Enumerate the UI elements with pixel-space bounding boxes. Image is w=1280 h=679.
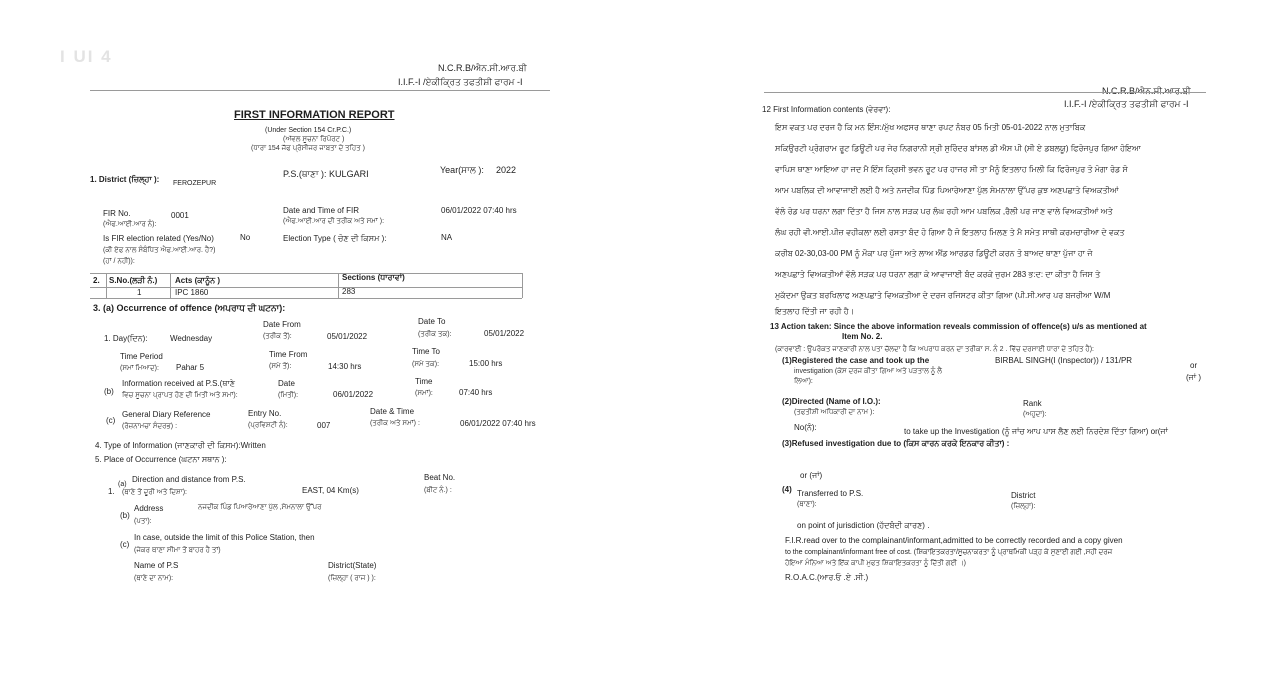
- fir-datetime-label: Date and Time of FIR: [283, 206, 360, 215]
- acts-row-sno: 1: [137, 288, 142, 297]
- direction-a: (a): [118, 481, 127, 488]
- address-b: (b): [120, 511, 130, 520]
- direction-sub: (ਥਾਣੇ ਤੋਂ ਦੂਰੀ ਅਤੇ ਦਿਸ਼ਾ):: [122, 489, 187, 496]
- transferred-district-sub: (ਜ਼ਿਲ੍ਹਾ):: [1011, 503, 1036, 510]
- election-type-value: NA: [441, 233, 453, 242]
- info-time-label: Time: [415, 377, 433, 386]
- year-label: Year(ਸਾਲ ):: [440, 165, 484, 175]
- contents-line: ਵੱਲੋ ਰੋਡ ਪਰ ਧਰਨਾ ਲਗਾ ਦਿੱਤਾ ਹੈ ਜਿਸ ਨਾਲ ਸੜਕ ਪਰ ਲੰਘ ਰਹੀ ਆਮ ਪਬਲਿਕ ,ਰੈਲੀ ਪਰ ਜਾਣ ਵਾਲੇ ਵਿਅਕਤੀਆਂ ਅਤੇ: [775, 207, 1113, 216]
- gd-sub: (ਰੋਜ਼ਨਾਮਚਾ ਸੰਦਰਭ) :: [122, 423, 178, 430]
- date-from-value: 05/01/2022: [327, 332, 368, 341]
- roac-label: R.O.A.C.(ਆਰ.ਓ .ਏ .ਸੀ.): [785, 573, 869, 582]
- time-from-label: Time From: [269, 350, 308, 359]
- time-period-sub: (ਸਮਾਂ ਮਿਆਦ):: [120, 365, 159, 372]
- transferred-district-label: District: [1011, 491, 1036, 500]
- no-label: No(ਨੰ):: [794, 423, 817, 432]
- info-date-sub: (ਮਿਤੀ):: [278, 392, 299, 399]
- year-value: 2022: [496, 165, 517, 175]
- contents-line: ਇਸ ਵਕਤ ਪਰ ਦਰਜ ਹੈ ਕਿ ਮਨ ਇੰਸ:/ਮੁੱਖ ਅਫਸਰ ਥਾਣਾ ਰਪਟ ਨੰਬਰ 05 ਮਿਤੀ 05-01-2022 ਨਾਲ ਮੁਤਾਬਿਕ: [775, 123, 1086, 132]
- gd-datetime-value: 06/01/2022 07:40 hrs: [460, 419, 536, 428]
- faded-page-mark: I UI 4: [60, 47, 113, 66]
- beat-no-label: Beat No.: [424, 473, 456, 482]
- transferred-sub: (ਥਾਣਾ):: [797, 501, 817, 508]
- ncrb-header-right: N.C.R.B/ਐਨ.ਸੀ.ਆਰ.ਬੀ: [1102, 86, 1191, 96]
- iif-form-header-right: I.I.F.-I /ਏਕੀਕ੍ਰਿਤ ਤਫਤੀਸ਼ੀ ਫਾਰਮ -I: [1064, 99, 1189, 109]
- fir-read-line-3: ਹੋਇਆ ਮੰਨਿਆ ਅਤੇ ਇੱਕ ਕਾਪੀ ਮੁਫਤ ਸ਼ਿਕਾਇਤਕਰਤਾ ਨੂੰ ਦਿੱਤੀ ਗਈ ।): [785, 560, 967, 567]
- fir-read-line-2: to the complainant/informant free of cost. (ਸ਼ਿਕਾਇਤਕਰਤਾ/ਸੂਚਨਾਕਰਤਾ ਨੂੰ ਪ੍ਰਾਥਮਿਕੀ ਪੜ੍ਹ ਕੇ ਸੁਣਾਈ ਗਈ ,ਸਹੀ ਦਰਜ: [785, 549, 1113, 556]
- type-of-information: 4. Type of Information (ਜਾਣਕਾਰੀ ਦੀ ਕਿਸਮ):Written: [95, 441, 266, 450]
- fir-read-line-1: F.I.R.read over to the complainant/informant,admitted to be correctly recorded and a copy given: [785, 536, 1123, 545]
- contents-line: ਕਰੀਬ 02-30,03-00 PM ਨੂੰ ਮੌਕਾ ਪਰ ਪੁੱਜਾ ਅਤੇ ਲਾਅ ਐਂਡ ਆਰਡਰ ਡਿਊਟੀ ਕਰਨ ਤੋ ਬਾਅਦ ਥਾਣਾ ਪੁੱਜਾ ਹਾ ਜੋ: [775, 249, 1093, 258]
- gd-entry-value: 007: [317, 421, 331, 430]
- action-taken-label: 13 Action taken: Since the above information reveals commission of offence(s) u/s as mentioned at: [770, 322, 1147, 331]
- fir-no-value: 0001: [171, 211, 189, 220]
- action-taken-label-2: Item No. 2.: [842, 332, 883, 341]
- occurrence-label: 3. (a) Occurrence of offence (ਅਪਰਾਧ ਦੀ ਘਟਨਾ):: [93, 303, 286, 313]
- registered-label: (1)Registered the case and took up the: [782, 356, 930, 365]
- time-to-label: Time To: [412, 347, 441, 356]
- fir-datetime-value: 06/01/2022 07:40 hrs: [441, 206, 517, 215]
- iif-form-header: I.I.F.-I /ਏਕੀਕ੍ਰਿਤ ਤਫਤੀਸ਼ੀ ਫਾਰਮ -I: [398, 77, 523, 87]
- date-to-sub: (ਤਰੀਕ ਤਕ):: [418, 331, 452, 338]
- time-from-value: 14:30 hrs: [328, 362, 362, 371]
- registered-or-punjabi: (ਜਾਂ ): [1186, 373, 1202, 382]
- outside-limit-sub: (ਜੇਕਰ ਥਾਣਾ ਸੀਮਾ ਤੋਂ ਬਾਹਰ ਹੈ ਤਾਂ): [134, 547, 221, 554]
- gd-entry-label: Entry No.: [248, 409, 282, 418]
- contents-line: ਵਾਪਿਸ ਥਾਣਾ ਆਇਆ ਹਾ ਜਦ ਮੈ ਇੰਸ ਕ੍ਰਿਸੀ ਭਵਨ ਰੂਟ ਪਰ ਹਾਜਰ ਸੀ ਤਾ ਮੈਨੂੰ ਇਤਲਾਹ ਮਿਲੀ ਕਿ ਫਿਰੋਜਪੁਰ ਤੋ ਮੋਗਾ ਰੋਡ ਸੋ: [775, 165, 1128, 174]
- acts-header-sno: S.No.(ਲੜੀ ਨੰ.): [109, 276, 158, 285]
- election-type-label: Election Type ( ਚੋਣ ਦੀ ਕਿਸਮ ):: [283, 234, 387, 243]
- ps-name-sub: (ਥਾਣੇ ਦਾ ਨਾਮ):: [134, 575, 174, 582]
- contents-line: ਅਣਪਛਾਤੇ ਵਿਅਕਤੀਆਂ ਵੱਲੋ ਸੜਕ ਪਰ ਧਰਨਾ ਲਗਾ ਕੇ ਆਵਾਜਾਈ ਬੰਦ ਕਰਕੇ ਜੁਰਮ 283 ਭ:ਦ: ਦਾ ਕੀਤਾ ਹੈ ਜਿਸ ਤੇ: [775, 270, 1101, 279]
- date-from-sub: (ਤਰੀਕ ਤੋਂ):: [263, 333, 292, 340]
- contents-line: ਇਤਲਾਹ ਦਿੱਤੀ ਜਾ ਰਹੀ ਹੈ।: [775, 307, 855, 316]
- header-rule: [90, 90, 550, 91]
- district-state-sub: (ਜ਼ਿਲ੍ਹਾ ( ਰਾਜ ) ):: [328, 575, 376, 582]
- fir-no-label: FIR No.: [103, 209, 131, 218]
- gd-datetime-label: Date & Time: [370, 407, 415, 416]
- direction-label: Direction and distance from P.S.: [132, 475, 246, 484]
- outside-limit-c: (c): [120, 540, 130, 549]
- registered-or: or: [1190, 361, 1198, 370]
- acts-row-act: IPC 1860: [175, 288, 209, 297]
- report-subtitle: (Under Section 154 Cr.P.C.): [265, 127, 352, 134]
- time-to-value: 15:00 hrs: [469, 359, 503, 368]
- day-label: 1. Day(ਦਿਨ):: [104, 334, 148, 343]
- take-up-investigation: to take up the Investigation (ਨੂੰ ਜਾਂਚ ਆਪ ਪਾਸ ਲੈਣ ਲਈ ਨਿਰਦੇਸ਼ ਦਿੱਤਾ ਗਿਆ) or(ਜਾਂ: [904, 427, 1168, 436]
- info-time-sub: (ਸਮਾਂ):: [415, 390, 433, 397]
- registered-officer: BIRBAL SINGH(I (Inspector)) / 131/PR: [995, 356, 1133, 365]
- ps-name-label: Name of P.S: [134, 561, 179, 570]
- jurisdiction-note: on point of jurisdiction (ਹੱਦਬੰਦੀ ਕਾਰਣ) .: [797, 521, 930, 530]
- fir-page-right: [640, 0, 1280, 679]
- police-station-label: P.S.(ਥਾਣਾ ): KULGARI: [283, 169, 369, 179]
- refused-label: (3)Refused investigation due to (ਕਿਸ ਕਾਰਨ ਕਰਕੇ ਇਨਕਾਰ ਕੀਤਾ) :: [782, 439, 1010, 448]
- time-from-sub: (ਸਮੇ ਤੋਂ):: [269, 363, 292, 370]
- info-received-label: Information received at P.S.(ਥਾਣੇ: [122, 379, 235, 388]
- contents-label: 12 First Information contents (ਵੇਰਵਾ):: [762, 105, 891, 114]
- rank-sub: (ਅਹੁਦਾ):: [1023, 411, 1047, 418]
- contents-line: ਆਮ ਪਬਲਿਕ ਦੀ ਆਵਾਜਾਈ ਲਈ ਹੈ ਅਤੇ ਨਜਦੀਕ ਪਿੰਡ ਪਿਆਰੇਆਣਾ ਪੁੱਲ ਸੇਮਨਾਲਾ ਉੱਪਰ ਕੁਝ ਅਣਪਛਾਤੇ ਵਿਅਕਤੀਆਂ: [775, 186, 1119, 195]
- acts-row-section: 283: [342, 287, 356, 296]
- acts-header-sections: Sections (ਧਾਰਾਵਾਂ): [342, 273, 405, 282]
- date-to-label: Date To: [418, 317, 446, 326]
- election-related-sub2: (ਹਾਂ / ਨਹੀਂ)):: [103, 258, 135, 265]
- time-period-label: Time Period: [120, 352, 163, 361]
- info-time-value: 07:40 hrs: [459, 388, 493, 397]
- fir-datetime-sub: (ਐਫ.ਆਈ.ਆਰ ਦੀ ਤਰੀਕ ਅਤੇ ਸਮਾਂ ):: [283, 218, 385, 225]
- gd-c: (c): [106, 416, 116, 425]
- district-state-label: District(State): [328, 561, 377, 570]
- address-label: Address: [134, 504, 164, 513]
- gd-datetime-sub: (ਤਰੀਕ ਅਤੇ ਸਮਾਂ) :: [370, 420, 420, 427]
- day-value: Wednesday: [170, 334, 213, 343]
- date-to-value: 05/01/2022: [484, 329, 525, 338]
- report-subtitle-punjabi-section: (ਧਾਰਾ 154 ਜੱਫ ਪ੍ਰੋਸੀਜਰ ਜਾਬਤਾ ਦੇ ਤਹਿਤ ): [251, 145, 365, 152]
- registered-label-3: ਲਿਆ):: [794, 378, 813, 385]
- election-related-value: No: [240, 233, 251, 242]
- time-to-sub: (ਸਮੇ ਤਕ):: [412, 361, 440, 368]
- acts-header-num: 2.: [93, 276, 100, 285]
- directed-sub: (ਤਫਤੀਸ਼ੀ ਅਧਿਕਾਰੀ ਦਾ ਨਾਮ ):: [794, 409, 875, 416]
- direction-value: EAST, 04 Km(s): [302, 486, 359, 495]
- rank-label: Rank: [1023, 399, 1042, 408]
- date-from-label: Date From: [263, 320, 301, 329]
- info-received-sub: ਵਿਚ ਸੂਚਨਾ ਪ੍ਰਾਪਤ ਹੋਣ ਦੀ ਮਿਤੀ ਅਤੇ ਸਮਾਂ):: [122, 392, 238, 399]
- district-label: 1. District (ਜ਼ਿਲ੍ਹਾ ):: [90, 175, 160, 184]
- place-of-occurrence-label: 5. Place of Occurrence (ਘਟਨਾ ਸਥਾਨ ):: [95, 455, 227, 464]
- address-value: ਨਜਦੀਕ ਪਿੰਡ ਪਿਆਰੇਆਣਾ ਪੁੱਲ ,ਸੇਮਨਾਲਾ ਉੱਪਰ: [198, 504, 322, 511]
- gd-label: General Diary Reference: [122, 410, 211, 419]
- fir-no-sub: (ਐਫ.ਆਈ.ਆਰ ਨੰ):: [103, 221, 157, 228]
- district-value: FEROZEPUR: [173, 180, 217, 187]
- contents-line: ਸਕਿਉਰਟੀ ਪ੍ਰੋਗਰਾਮ ਰੂਟ ਡਿਊਟੀ ਪਰ ਜੇਰ ਨਿਗਰਾਨੀ ਸ੍ਰੀ ਸੁਰਿੰਦਰ ਬਾਂਸਲ ਡੀ ਐਸ ਪੀ (ਸੀ ਏ ਡਬਲਯੂ) ਫਿਰੋਜਪੁਰ ਗਿਆ ਹੋਇਆ: [775, 144, 1141, 153]
- gd-entry-sub: (ਪ੍ਰਵਿਸ਼ਟੀ ਨੰ):: [248, 422, 288, 429]
- transferred-num: (4): [782, 485, 792, 494]
- report-subtitle-punjabi: (ਅੱਵਲ ਸੂਚਨਾ ਰਿਪੋਰਟ ): [283, 136, 345, 143]
- acts-header-acts: Acts (ਕਾਨੂੰਨ ): [175, 276, 221, 285]
- time-period-value: Pahar 5: [176, 363, 205, 372]
- or-label: or (ਜਾਂ): [800, 471, 823, 480]
- info-date-value: 06/01/2022: [333, 390, 374, 399]
- ncrb-header: N.C.R.B/ਐਨ.ਸੀ.ਆਰ.ਬੀ: [438, 63, 527, 73]
- contents-line: ਲੰਘ ਰਹੀ ਵੀ.ਆਈ.ਪੀਜ਼ ਵਹੀਕਲਾ ਲਈ ਰਸਤਾ ਬੰਦ ਹੋ ਗਿਆ ਹੈ ਜੋ ਇਤਲਾਹ ਮਿਲਣ ਤੇ ਮੈ ਸਮੇਤ ਸਾਥੀ ਕਰਮਚਾਰੀਆ ਦੇ ਵਕਤ: [775, 228, 1125, 237]
- election-related-sub: (ਕੀ ਏਫ ਨਾਲ ਸੰਬੰਧਿਤ ਐਫ.ਆਈ.ਆਰ. ਹੈ?): [103, 247, 216, 254]
- report-title: FIRST INFORMATION REPORT: [234, 109, 395, 121]
- registered-label-2: investigation (ਕੇਸ ਦਰਜ ਕੀਤਾ ਗਿਆ ਅਤੇ ਪੜਤਾਲ ਨੂੰ ਲੈ: [794, 368, 942, 375]
- header-rule-right: [764, 92, 1206, 93]
- info-received-b: (b): [104, 387, 114, 396]
- action-taken-punjabi: (ਕਾਰਵਾਈ : ਉਪਰੋਕਤ ਜਾਣਕਾਰੀ ਨਾਲ ਪਤਾ ਚੱਲਦਾ ਹੈ ਕਿ ਅਪਰਾਧ ਕਰਨ ਦਾ ਤਰੀਕਾ ਸ. ਨੰ 2 . ਵਿੱਚ ਦਰਸਾਈ ਧਾਰਾ ਦੇ ਤਹਿਤ ਹੈ):: [775, 346, 1094, 353]
- transferred-label: Transferred to P.S.: [797, 489, 864, 498]
- beat-no-sub: (ਬੀਟ ਨੰ.) :: [424, 487, 452, 494]
- contents-line: ਮੁਕੱਦਮਾ ਉਕਤ ਬਰਖਿਲਾਫ ਅਣਪਛਾਤੇ ਵਿਅਕਤੀਆ ਦੇ ਦਰਜ ਰਜਿਸਟਰ ਕੀਤਾ ਗਿਆ (ਪੀ.ਸੀ.ਆਰ ਪਰ ਬਜਰੀਆ W/M: [775, 291, 1111, 300]
- direction-num: 1.: [108, 487, 115, 496]
- directed-label: (2)Directed (Name of I.O.):: [782, 397, 881, 406]
- election-related-label: Is FIR election related (Yes/No): [103, 234, 214, 243]
- outside-limit-label: In case, outside the limit of this Police Station, then: [134, 533, 315, 542]
- info-date-label: Date: [278, 379, 295, 388]
- address-sub: (ਪਤਾ):: [134, 518, 152, 525]
